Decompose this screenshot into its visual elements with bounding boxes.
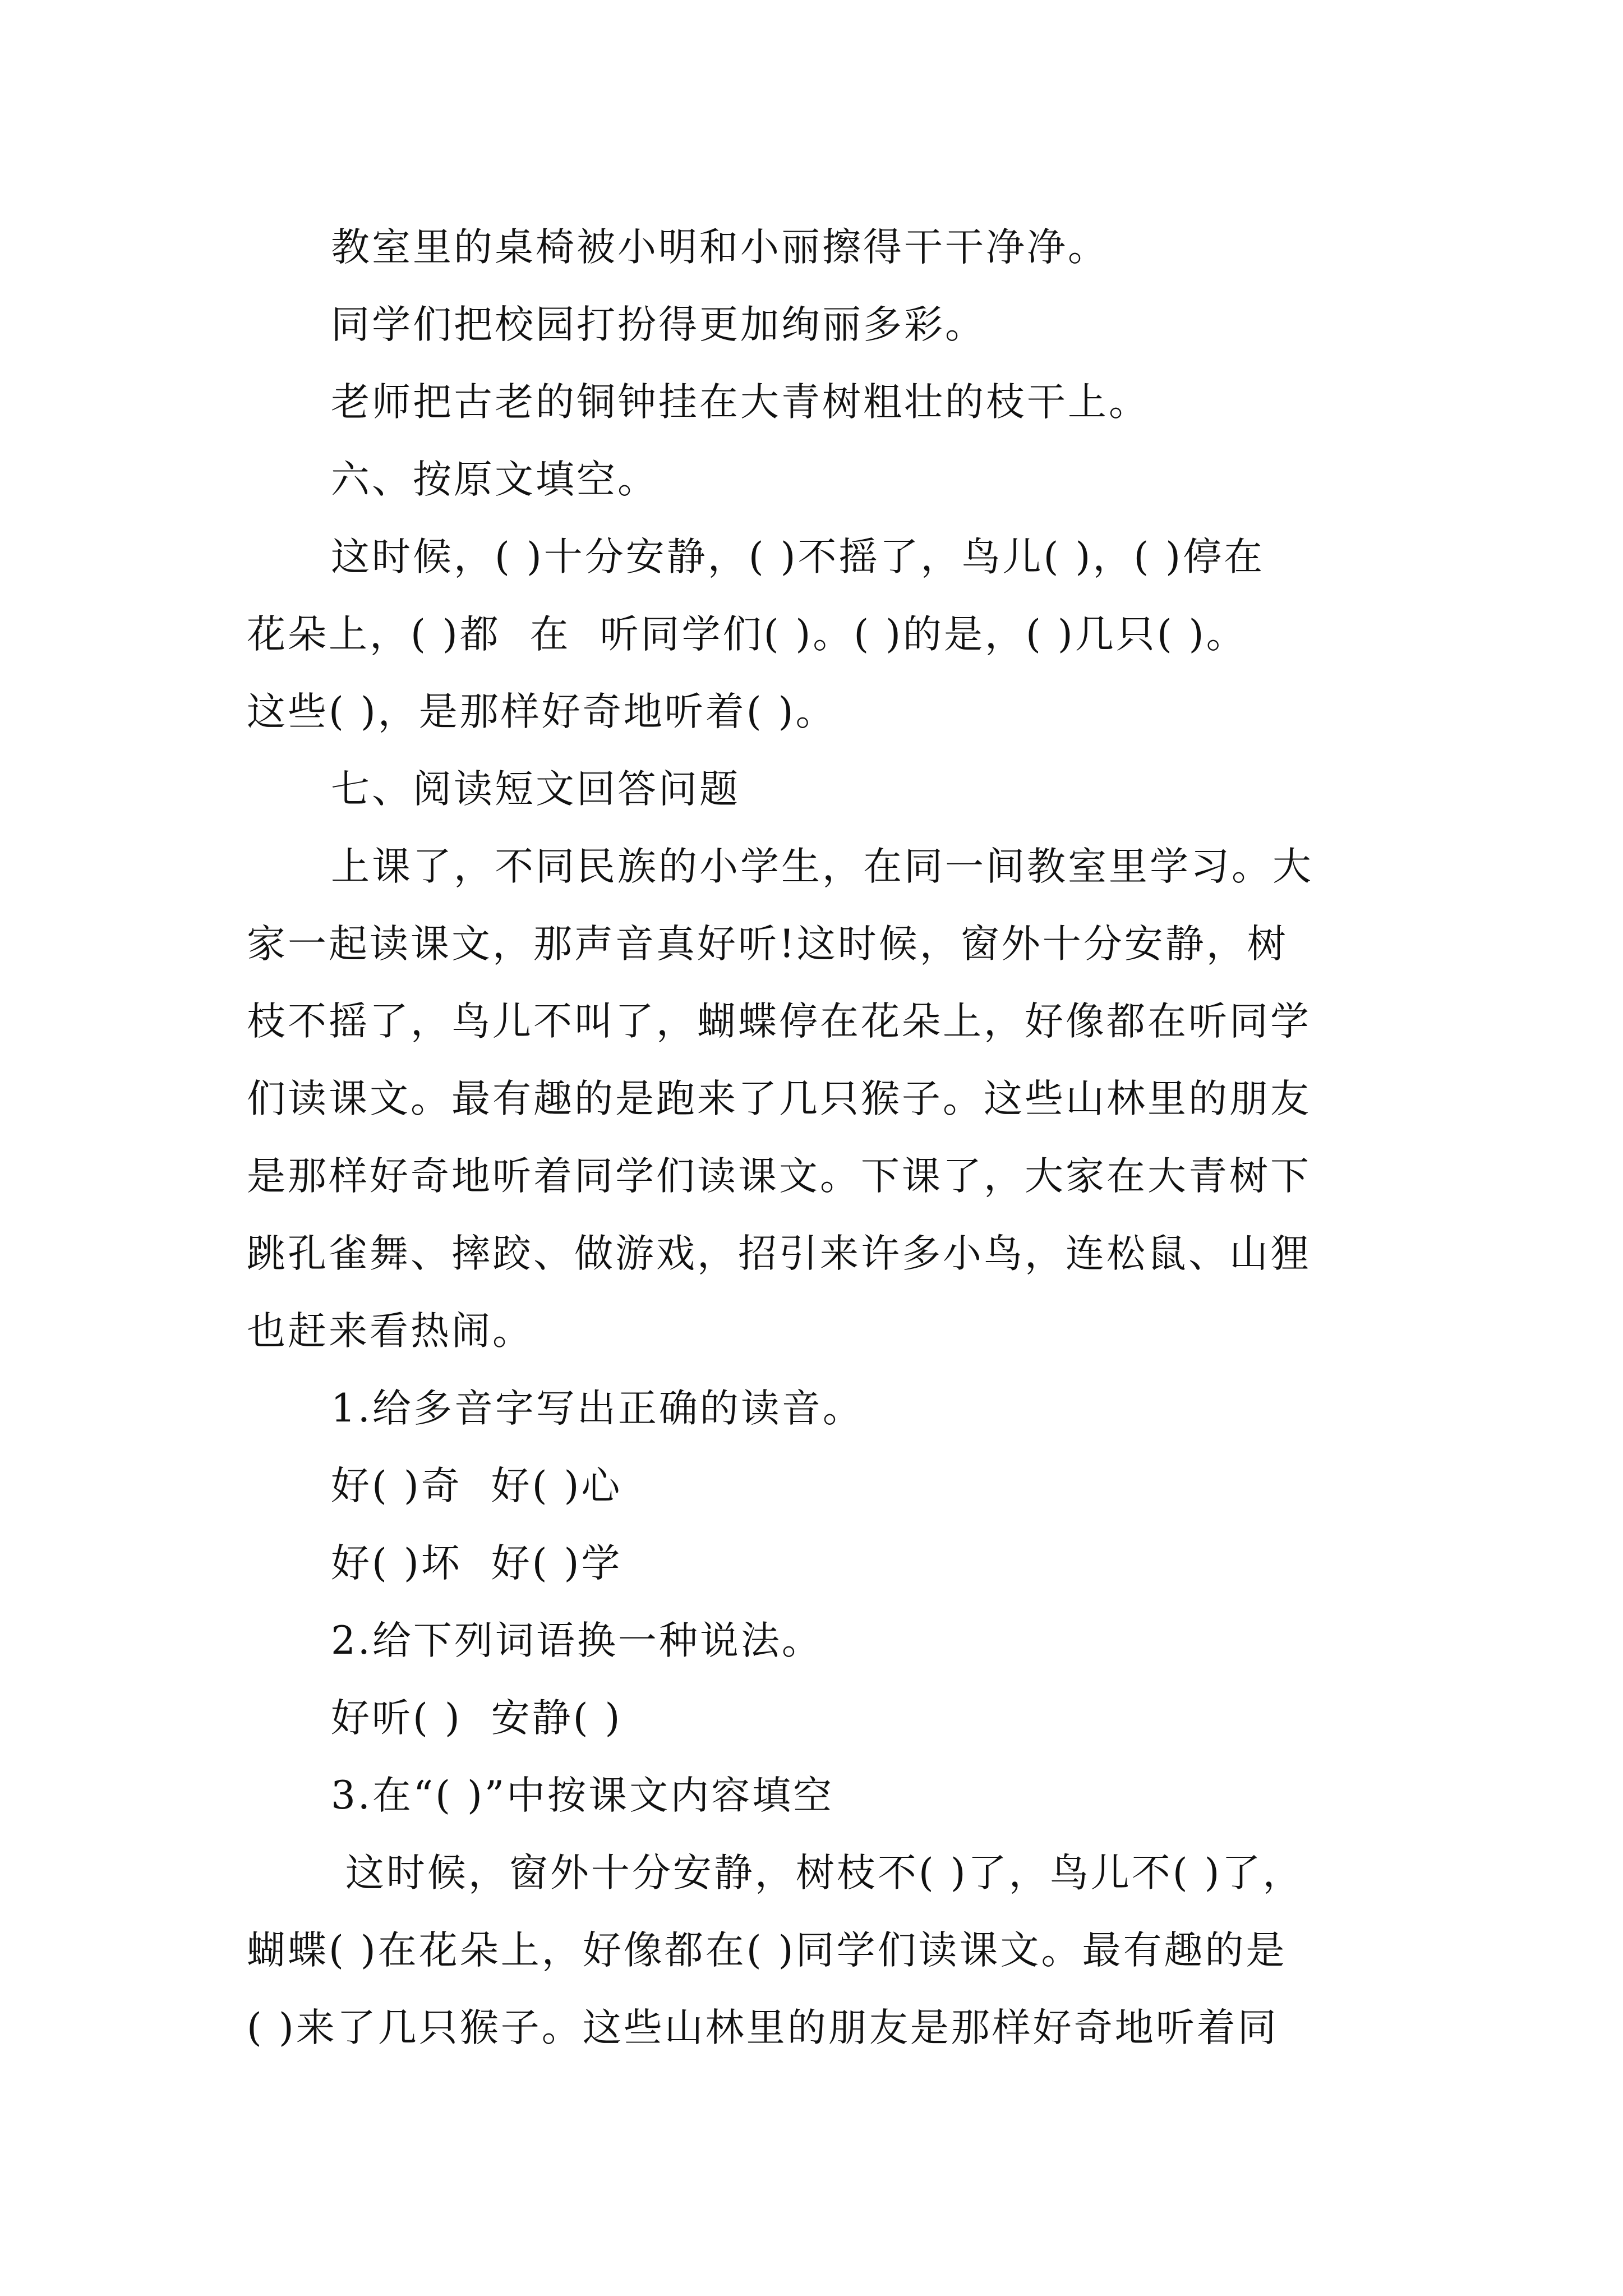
- passage-line-4: 们读课文。最有趣的是跑来了几只猴子。这些山林里的朋友: [247, 1076, 1311, 1121]
- question-1-row-1: 好( )奇 好( )心: [331, 1464, 623, 1508]
- section-heading-6: 六、按原文填空。: [331, 457, 658, 502]
- fill-blank-line-1: 这时候，( )十分安静，( )不摇了，鸟儿( )，( )停在: [331, 535, 1265, 579]
- question-2: 2.给下列词语换一种说法。: [331, 1618, 823, 1663]
- section-heading-7: 七、阅读短文回答问题: [331, 767, 740, 812]
- passage-line-2: 家一起读课文，那声音真好听!这时候，窗外十分安静，树: [247, 922, 1288, 967]
- question-3-line-2: 蝴蝶( )在花朵上，好像都在( )同学们读课文。最有趣的是: [247, 1928, 1287, 1973]
- text-line-sentence-2: 同学们把校园打扮得更加绚丽多彩。: [331, 302, 986, 347]
- question-3-line-1: 这时候，窗外十分安静，树枝不( )了，鸟儿不( )了，: [331, 1851, 1304, 1895]
- fill-blank-line-3: 这些( )，是那样好奇地听着( )。: [247, 689, 837, 734]
- passage-line-1: 上课了，不同民族的小学生，在同一间教室里学习。大: [331, 844, 1313, 889]
- question-3: 3.在“( )”中按课文内容填空: [331, 1773, 834, 1818]
- passage-line-6: 跳孔雀舞、摔跤、做游戏，招引来许多小鸟，连松鼠、山狸: [247, 1231, 1311, 1276]
- passage-line-3: 枝不摇了，鸟儿不叫了，蝴蝶停在花朵上，好像都在听同学: [247, 999, 1311, 1044]
- question-3-line-3: ( )来了几只猴子。这些山林里的朋友是那样好奇地听着同: [247, 2005, 1279, 2050]
- question-1: 1.给多音字写出正确的读音。: [331, 1386, 864, 1431]
- question-1-row-2: 好( )坏 好( )学: [331, 1541, 623, 1586]
- document-body: [247, 209, 1391, 2067]
- text-line-sentence-1: 教室里的桌椅被小明和小丽擦得干干净净。: [331, 225, 1109, 270]
- fill-blank-line-2: 花朵上，( )都 在 听同学们( )。( )的是，( )几只( )。: [247, 612, 1247, 657]
- question-2-row-1: 好听( ) 安静( ): [331, 1696, 623, 1741]
- passage-line-7: 也赶来看热闹。: [247, 1309, 533, 1354]
- passage-line-5: 是那样好奇地听着同学们读课文。下课了，大家在大青树下: [247, 1154, 1311, 1199]
- text-line-sentence-3: 老师把古老的铜钟挂在大青树粗壮的枝干上。: [331, 380, 1150, 425]
